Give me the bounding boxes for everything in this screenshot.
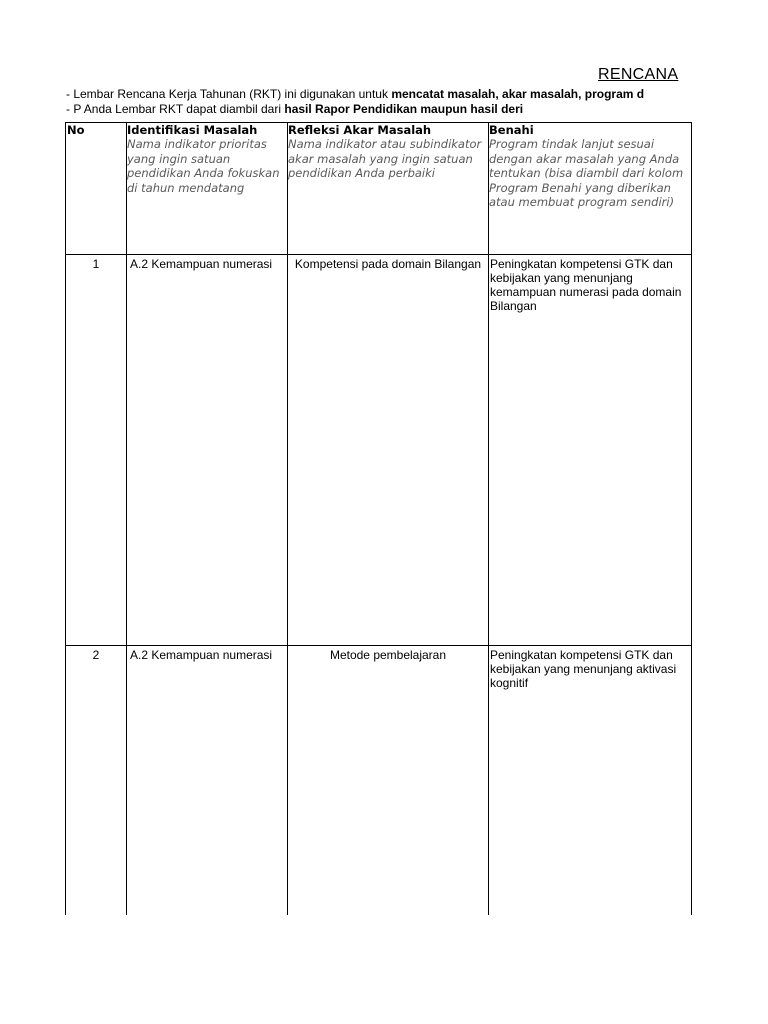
table-border-left	[65, 122, 66, 915]
header-benahi	[489, 123, 689, 210]
header-benahi-desc: Program tindak lanjut sesuai dengan akar masalah yang Anda tentukan (bisa diambil dari kolom Program Benahi yang diberikan atau membuat program sendiri)	[489, 137, 684, 209]
row-1-benahi: Peningkatan kompetensi GTK dan kebijakan yang menunjang kemampuan numerasi pada domain Bilangan	[490, 257, 682, 313]
row-2-no: 2	[92, 648, 100, 662]
table-divider-col-3	[488, 122, 489, 915]
row-2-refleksi: Metode pembelajaran	[329, 648, 447, 662]
row-1-no: 1	[92, 257, 100, 271]
document-title: RENCANA	[598, 66, 679, 83]
intro-line-2: - P Anda Lembar RKT dapat diambil dari hasil Rapor Pendidikan maupun hasil deri	[66, 102, 524, 116]
row-1-identifikasi: A.2 Kemampuan numerasi	[130, 257, 273, 271]
header-no: No	[67, 123, 85, 137]
table-border-right	[691, 122, 692, 915]
table-divider-col-1	[126, 122, 127, 915]
intro-text	[66, 87, 692, 116]
intro-line-1: - Lembar Rencana Kerja Tahunan (RKT) ini digunakan untuk mencatat masalah, akar masalah, program d	[66, 87, 645, 101]
header-refleksi	[288, 123, 487, 181]
header-benahi-title: Benahi	[489, 123, 534, 137]
table-divider-col-2	[287, 122, 288, 915]
row-2-benahi: Peningkatan kompetensi GTK dan kebijakan yang menunjang aktivasi kognitif	[490, 648, 677, 690]
header-identifikasi-title: Identifikasi Masalah	[127, 123, 258, 137]
table-header-divider	[65, 254, 692, 255]
table-row-divider	[65, 645, 692, 646]
header-refleksi-title: Refleksi Akar Masalah	[288, 123, 432, 137]
header-identifikasi	[127, 123, 287, 195]
row-2-identifikasi: A.2 Kemampuan numerasi	[130, 648, 273, 662]
header-refleksi-desc: Nama indikator atau subindikator akar masalah yang ingin satuan pendidikan Anda perbaiki	[288, 137, 482, 180]
header-identifikasi-desc: Nama indikator prioritas yang ingin satuan pendidikan Anda fokuskan di tahun mendatang	[127, 137, 280, 195]
rkt-table	[65, 122, 692, 915]
row-1-refleksi: Kompetensi pada domain Bilangan	[294, 257, 482, 271]
